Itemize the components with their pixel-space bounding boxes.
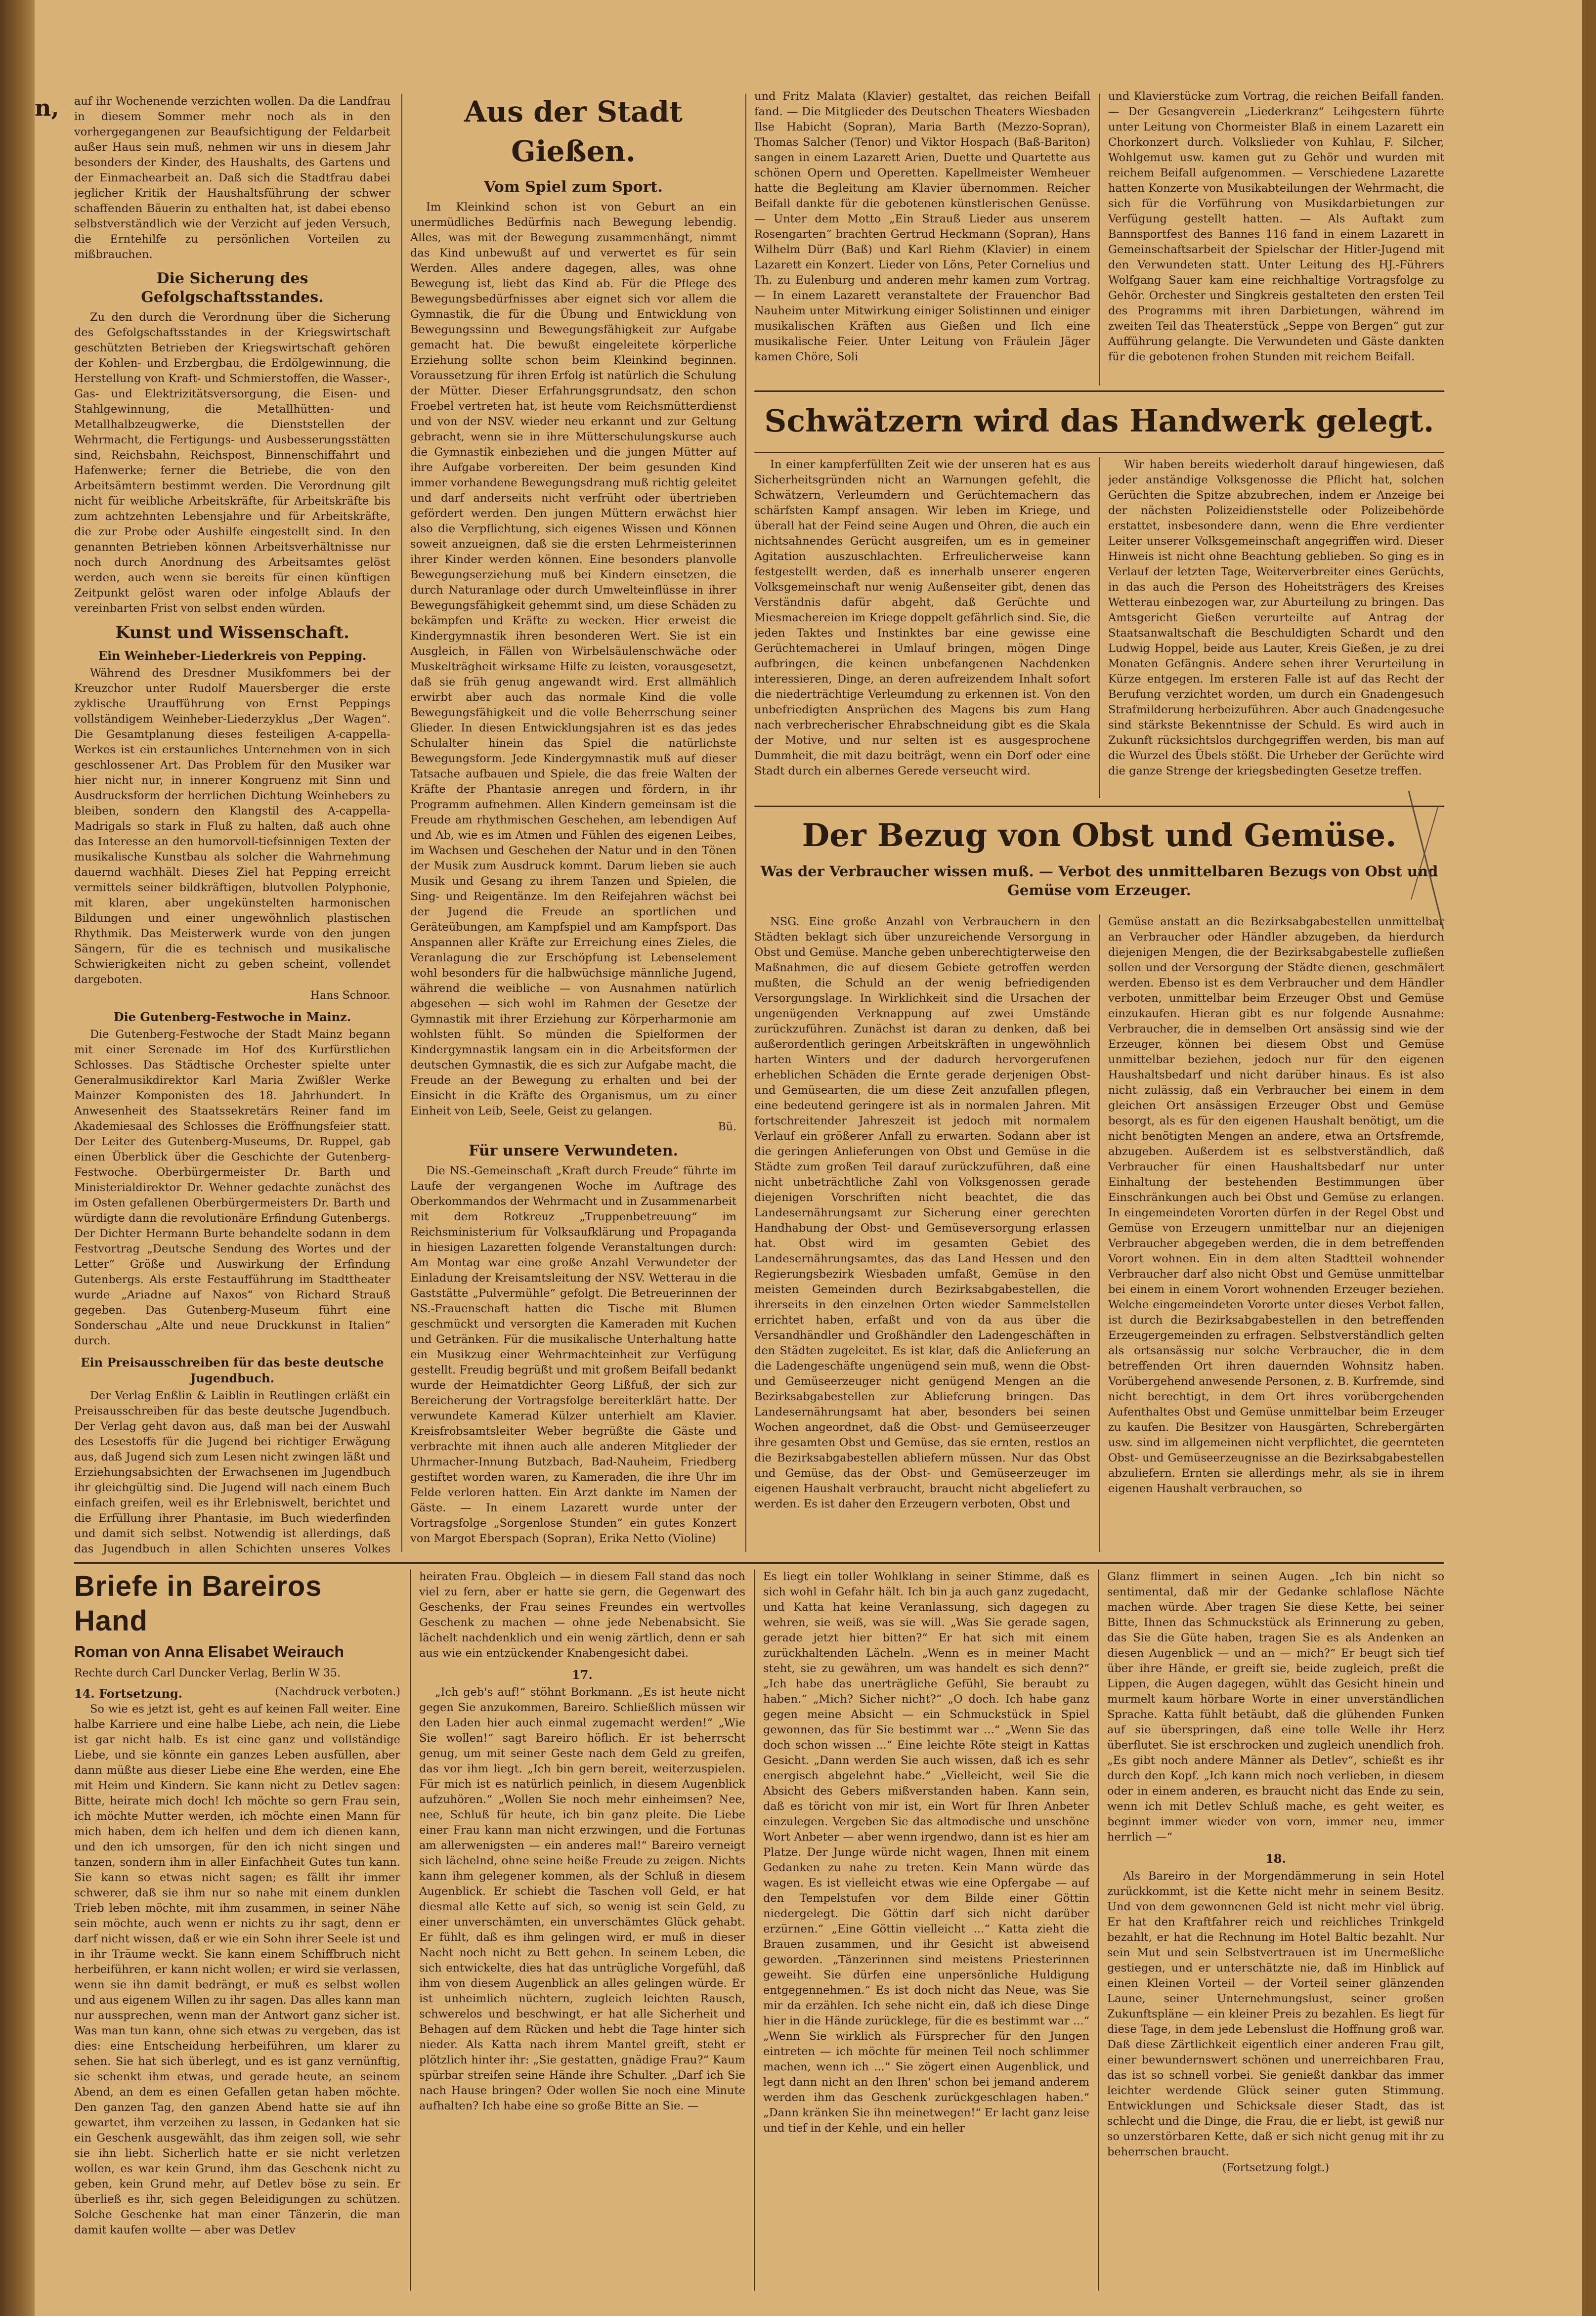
headline-giessen: Aus der Stadt Gießen.: [464, 95, 683, 168]
chapter-17-number: 17.: [572, 1668, 593, 1682]
column-2: [410, 89, 736, 1557]
deck-obst: Was der Verbraucher wissen muß. — Verbot des unmittelbaren Bezugs von Obst und Gemüse vom Erzeuger.: [760, 863, 1438, 899]
column-3-top: [754, 89, 1090, 386]
author-schnoor: Hans Schnoor.: [310, 989, 390, 1002]
novel-chapter-17: „Ich geb's auf!“ stöhnt Borkmann. „Es ist heute nicht gegen Sie anzukommen, Bareiro. Schließlich müssen wir den Laden hier auch einmal zugemacht werden!“ „Wie Sie wollen!“ sagt Bareiro höflich. Er ist beherrscht genug, um mit seiner Geste nach dem Geld zu greifen, das vor ihm liegt. „Ich bin gern bereit, weiterzuspielen. Für mich ist es natürlich peinlich, in diesem Augenblick aufzuhören.“ „Wollen Sie noch mehr einheimsen? Nee, nee, Schluß für heute, ich bin ganz pleite. Die Liebe einer Frau kann man nicht erzwingen, und die Fortunas am allerwenigsten — ein anderes mal!“ Bareiro verneigt sich lächelnd, ohne seine heiße Freude zu zeigen. Nichts kann ihm gelegener kommen, als der Schluß in diesem Augenblick. Er schiebt die Taschen voll Geld, er hat diesmal alle Kette auf sich, so wenig ist sein Geld, zu einer unverschämten, ein unverschämtes Glück gehabt. Er fühlt, daß es ihm gelingen wird, er muß in dieser Nacht noch nicht zu Bett gehen. In seinem Leben, die sich entwickelte, dies hat das untrügliche Vorgefühl, daß ihm von diesem Augenblick an alles gelingen würde. Er ist unheimlich nüchtern, zugleich leichten Rausch, schwerelos und beschwingt, er hat alle Sicherheit und Behagen auf dem Rücken und hebt die Tage hinter sich nieder. Als Katta nach ihrem Mantel greift, steht er plötzlich hinter ihr: „Sie gestatten, gnädige Frau?“ Kaum spürbar streifen seine Hände ihre Schulter. „Darf ich Sie nach Hause bringen? Oder wollen Sie noch eine Minute aufhalten? Ich habe eine so große Bitte an Sie. —: [419, 1686, 745, 2112]
novel-rights: Rechte durch Carl Duncker Verlag, Berlin W 35.: [74, 1667, 341, 1679]
column-3-schwaetzern: [754, 457, 1090, 803]
novel-chapter-18: Als Bareiro in der Morgendämmerung in sein Hotel zurückkommt, ist die Kette nicht mehr in seinem Besitz. Und von dem gewonnenen Geld ist nicht mehr viel übrig. Er hat den Kraftfahrer reich und reichliches Trinkgeld bezahlt, er hat die Rechnung im Hotel Baltic bezahlt. Nur sein Mut und sein Selbstvertrauen ist im Unermeßliche gestiegen, und er unterschätzte nie, daß im Hinblick auf einen Kleinen Vorteil — der Vorteil seiner glänzenden Laune, seiner Unternehmungslust, seiner großen Zukunftspläne — ein kleiner Preis zu bezahlen. Es liegt für diese Tage, in dem jede Lebenslust die Hoffnung groß war. Daß diese Zärtlichkeit eigentlich einer anderen Frau gilt, einer bewundernswert schönen und unerreichbaren Frau, das ist so schnell vorbei. Sie genießt dankbar das immer leichter werdende Glück seiner guten Stimmung. Entwicklungen und Schicksale dieser Stadt, das ist schlecht und die Dinge, die Frau, die er liebt, ist gewiß nur so unzerstörbaren Kette, daß er sich nicht genug mit ihr zu beherrschen braucht.: [1107, 1870, 1444, 2158]
column-rule: [745, 94, 746, 1552]
column-obst-b: [1108, 914, 1444, 1557]
novel-column-3: [763, 1569, 1089, 2296]
novel-text-2: heiraten Frau. Obgleich — in diesem Fall stand das noch viel zu fern, aber er hatte sie gern, die Gegenwart des Geschenks, der Frau seines Freundes ein wertvolles Geschenk zu machen — ohne jede Nebenabsicht. Sie lächelt nachdenklich und ein wenig zärtlich, denn er sah aus wie ein entzückender Knabengesicht dabei.: [419, 1570, 745, 1660]
newspaper-page: [74, 84, 1557, 2298]
section-rule: [754, 452, 1444, 453]
pencil-mark: [1404, 786, 1448, 934]
author-bue: Bü.: [718, 1121, 736, 1133]
subhead-gutenberg: Die Gutenberg-Festwoche in Mainz.: [113, 1010, 351, 1024]
column-obst-a: [754, 914, 1090, 1557]
book-binding: [0, 0, 35, 2316]
novel-text-1: So wie es jetzt ist, geht es auf keinen Fall weiter. Eine halbe Karriere und eine halbe Liebe, ach nein, die Liebe ist gar nicht halb. Es ist eine ganz und vollständige Liebe, und sie könnte ein ganzes Leben ausfüllen, aber dann müßte aus dieser Liebe eine Ehe werden, eine Ehe mit Heim und Kindern. Sie kann nicht zu Detlev sagen: Bitte, heirate mich doch! Ich möchte so gern Frau sein, ich möchte Mutter werden, ich möchte einen Mann für mich haben, dem ich helfen und dem ich dienen kann, und den ich umsorgen, für den ich nicht singen und tanzen, sondern ihm in aller Einfachheit Gutes tun kann. Sie kann so etwas nicht sagen; es fällt ihr immer schwerer, daß sie ihm nur so nahe mit einem dunklen Trieb leben möchte, mit ihm zusammen, in seiner Nähe sein möchte, auch wenn er nichts zu ihr sagt, denn er darf nicht wissen, daß er wie ein Sohn ihrer Seele ist und in ihr Träume weckt. Sie kann einem Schiffbruch nicht herbeiführen, er kann nicht wollen; er wird sie verlassen, wenn sie ihn damit bedrängt, er muß es selbst wollen und aus eigenem Willen zu ihr sagen. Das alles kann man nur aussprechen, wenn man der Antwort ganz sicher ist. Was man tun kann, ohne sich etwas zu vergeben, das ist dies: eine Entscheidung herbeiführen, um klarer zu sehen. Sie hat sich überlegt, und es ist ganz vernünftig, sie schenkt ihm etwas, und gerade heute, an seinem Abend, an dem es einen Gefallen getan haben möchte. Den ganzen Tag, den ganzen Abend hatte sie auf ihn gewartet, ihm verzeihen zu lassen, in Gedanken hat sie ein Geschenk ausgewählt, das ihm zeigen soll, wie sehr sie ihn liebt. Sicherlich hatte er sie nicht verletzen wollen, es war kein Grund, ihm das Geschenk nicht zu geben, kein Grund mehr, auf Detlev böse zu sein. Er überließ es ihr, sich gegen Beleidigungen zu schützen. Solche Geschenke hat man einer Tänzerin, die man damit kaufen wollte — aber was Detlev: [74, 1703, 400, 2236]
text-schwaetzern-b: Wir haben bereits wiederholt darauf hingewiesen, daß jeder anständige Volksgenosse die Pflicht hat, solchen Gerüchten die Spitze abzubrechen, indem er Anzeige bei der nächsten Polizeidienststelle oder Polizeibehörde erstattet, insbesondere dann, wenn die Ehre verdienter Leiter unserer Volksgemeinschaft angegriffen wird. Dieser Hinweis ist nicht ohne Beachtung geblieben. So ging es in Verlauf der letzten Tage, Weiterverbreiter eines Gerüchts, in das auch die Person des Hoheitsträgers des Kreises Wetterau einbezogen war, zur Aburteilung zu bringen. Das Amtsgericht Gießen verurteilte auf Antrag der Staatsanwaltschaft die Beschuldigten Schardt und den Ludwig Hoppel, beide aus Lauter, Kreis Gießen, je zu drei Monaten Gefängnis. Andere sehen ihrer Verurteilung in Kürze entgegen. Im ersteren Falle ist auf das Recht der Berufung verzichtet worden, um durch ein Gnadengesuch Strafmilderung herbeizuführen. Aber auch Gnadengesuche sind stärkste Bekenntnisse der Schuld. Es wird auch in Zukunft rücksichtslos durchgegriffen werden, bis man auf die Wurzel des Übels stößt. Die Urheber der Gerüchte wird die ganze Strenge der kriegsbedingten Gesetze treffen.: [1108, 458, 1444, 777]
section-title-spiel-sport: Vom Spiel zum Sport.: [484, 178, 663, 196]
text-obst-a: NSG. Eine große Anzahl von Verbrauchern in den Städten beklagt sich über unzureichende Versorgung in Obst und Gemüse. Manche geben unberechtigterweise den Maßnahmen, die auf diesem Gebiete getroffen werden mußten, die Schuld an der wenig befriedigenden Versorgungslage. In Wirklichkeit sind die Ursachen der ungenügenden Verknappung auf zwei Umstände zurückzuführen. Zunächst ist daran zu denken, daß bei außerordentlich geringen Arbeitskräften in ungewöhnlich harten Winters und der dadurch hervorgerufenen erheblichen Schäden die Ernte gerade derjenigen Obst- und Gemüsearten, die um diese Zeit anzufallen pflegen, eine bedeutend geringere ist als in normalen Jahren. Mit fortschreitender Jahreszeit ist jedoch mit normalem Verlauf ein größerer Anfall zu erwarten. Sodann aber ist die geringen Anlieferungen von Obst und Gemüse in die Städte zum großen Teil darauf zurückzuführen, daß eine nicht unbeträchtliche Zahl von Volksgenossen gerade diejenigen Vorschriften nicht beachtet, die das Landesernährungsamt zur Sicherung einer gerechten Handhabung der Obst- und Gemüseversorgung erlassen hat. Obst wird im gesamten Gebiet des Landesernährungsamtes, das das Land Hessen und den Regierungsbezirk Wiesbaden umfaßt, Gemüse in den meisten Gemeinden durch Bezirksabgabestellen, die ihrerseits in den einzelnen Orten wieder Sammelstellen errichtet haben, erfaßt und von da aus über die Versandhändler und Großhändler den Ladengeschäften in den Städten zugeleitet. Es ist klar, daß die Anlieferung an die Ladengeschäfte ungenügend sein muß, wenn die Obst- und Gemüseerzeuger nicht genügend Mengen an die Bezirksabgabestellen zur Ablieferung bringen. Das Landesernährungsamt hat aber, besonders bei seinen Wochen angeordnet, daß die Obst- und Gemüseerzeuger ihre gesamten Obst und Gemüse, das sie ernten, restlos an die Bezirksabgabestellen abliefern müssen. Nur das Obst und Gemüse, das der Obst- und Gemüseerzeuger im eigenen Haushalt verbraucht, braucht nicht abgeliefert zu werden. Es ist daher den Erzeugern verboten, Obst und: [754, 915, 1090, 1510]
section-text-gefolgschaft: Zu den durch die Verordnung über die Sicherung des Gefolgschaftsstandes in der Kriegswirtschaft geschützten Betrieben der Kriegswirtschaft gehören der Kohlen- und Erzbergbau, die Erdölgewinnung, die Herstellung von Kraft- und Schmierstoffen, die Wasser-, Gas- und Elektrizitätsversorgung, die Eisen- und Stahlgewinnung, die Metallhütten- und Metallhalbzeugwerke, die Dienststellen der Wehrmacht, die Fertigungs- und Ausbesserungsstätten sind, Reichsbahn, Reichspost, Binnenschiffahrt und Hafenwerke; ferner die Betriebe, die von den Arbeitsämtern bestimmt werden. Die Verordnung gilt nicht für weibliche Arbeitskräfte, für Arbeitskräfte bis zum achtzehnten Lebensjahre und für Arbeitskräfte, die zur Probe oder Aushilfe eingestellt sind. In den genannten Betrieben können Arbeitsverhältnisse nur noch durch Anordnung des Arbeitsamtes gelöst werden, auch wenn sie bereits für einen künftigen Zeitpunkt gelöst waren oder infolge Ablaufs der vereinbarten Frist von selbst enden würden.: [74, 311, 390, 615]
novel-text-4: Glanz flimmert in seinen Augen. „Ich bin nicht so sentimental, daß mir der Gedanke schlaflose Nächte machen würde. Aber tragen Sie diese Kette, bei seiner Bitte, Ihnen das Schmuckstück als Erinnerung zu geben, das Sie die Güte haben, tragen Sie es als Andenken an diesen Augenblick — und an — mich?“ Er beugt sich tief über ihre Hände, er greift sie, beide zugleich, preßt die Lippen, die Augen dagegen, wühlt das Gesicht hinein und murmelt kaum hörbare Worte in einer unverständlichen Sprache. Katta fühlt betäubt, daß die glühenden Funken auf sie überspringen, daß eine tolle Welle ihr Herz überflutet. Sie ist erschrocken und zugleich unendlich froh. „Es gibt noch andere Männer als Detlev“, schießt es ihr durch den Kopf. „Ich kann mich noch verlieben, in diesem oder in einem anderen, es braucht nicht das Ende zu sein, wenn ich mit Detlev Schluß mache, es geht weiter, es beginnt immer wieder von vorn, immer neu, immer herrlich —“: [1107, 1570, 1444, 1844]
column-rule: [410, 1569, 411, 2291]
text-konzerte-b: und Klavierstücke zum Vortrag, die reichen Beifall fanden. — Der Gesangverein „Liederkranz“ Leihgestern führte unter Leitung von Chormeister Blaß in einem Lazarett ein Chorkonzert durch. Volkslieder von Kuhlau, F. Silcher, Wohlgemut usw. kamen gut zu Gehör und wurden mit reichem Beifall aufgenommen. — Verschiedene Lazarette hatten Konzerte von Musikabteilungen der Wehrmacht, die sich für die Vorführung von Musikdarbietungen zur Verfügung gestellt hatten. — Als Auftakt zum Bannsportfest des Bannes 116 fand in einem Lazarett in Gemeinschaftsarbeit der Spielschar der Hitler-Jugend mit den Verwundeten statt. Unter Leitung des HJ.-Führers Wolfgang Sauer kam eine reichhaltige Vortragsfolge zu Gehör. Orchester und Singkreis gestalteten den ersten Teil des Programms mit ihren Darbietungen, während im zweiten Teil das Theaterstück „Seppe von Bergen“ gut zur Aufführung gelangte. Die Verwundeten und Gäste dankten für die gebotenen frohen Stunden mit reichem Beifall.: [1108, 90, 1444, 363]
subhead-preisausschreiben: Ein Preisausschreiben für das beste deutsche Jugendbuch.: [81, 1355, 384, 1385]
text-obst-b: Gemüse anstatt an die Bezirksabgabestellen unmittelbar an Verbraucher oder Händler abzugeben, da hierdurch diejenigen Mengen, die der Bezirksabgabestelle zufließen sollen und der Versorgung der Städte dienen, geschmälert werden. Ebenso ist es dem Verbraucher und dem Händler verboten, unmittelbar beim Erzeuger Obst und Gemüse einzukaufen. Hieran gibt es nur folgende Ausnahme: Verbraucher, die in demselben Ort ansässig sind wie der Erzeuger, können bei diesem Obst und Gemüse unmittelbar beziehen, jedoch nur für den eigenen Haushaltsbedarf und nicht darüber hinaus. Es ist also nicht zulässig, daß ein Verbraucher bei einem in dem gleichen Ort ansässigen Erzeuger Obst und Gemüse besorgt, als es für den eigenen Haushalt benötigt, um die nicht benötigten Mengen an andere, etwa an Ortsfremde, abzugeben. Außerdem ist es selbstverständlich, daß Verbraucher für einen Haushaltsbedarf nur unter Einhaltung der bestehenden Bestimmungen über Einschränkungen auch bei Obst und Gemüse zu erlangen. In eingemeindeten Vororten dürfen in der Regel Obst und Gemüse von Erzeugern unmittelbar nur an diejenigen Verbraucher abgegeben werden, die in dem betreffenden Vorort wohnen. Ein in dem alten Stadtteil wohnender Verbraucher darf also nicht Obst und Gemüse unmittelbar bei einem in einem Vorort wohnenden Erzeuger beziehen. Welche eingemeindeten Vororte unter dieses Verbot fallen, ist durch die Bezirksabgabestellen in den betreffenden Erzeugergemeinden zu erfragen. Selbstverständlich gelten als ortsansässig nur solche Verbraucher, die in dem betreffenden Ort ihren dauernden Wohnsitz haben. Vorübergehend anwesende Personen, z. B. Kurfremde, sind nicht berechtigt, in dem Ort ihres vorübergehenden Aufenthaltes Obst und Gemüse unmittelbar beim Erzeuger zu kaufen. Die Besitzer von Hausgärten, Schrebergärten usw. sind im allgemeinen nicht verpflichtet, die geernteten Obst- und Gemüseerzeugnisse an die Bezirksabgabestellen abzuliefern. Ernten sie allerdings mehr, als sie in ihrem eigenen Haushalt verbrauchen, so: [1108, 915, 1444, 1495]
headline-obst: Der Bezug von Obst und Gemüse.: [802, 817, 1397, 854]
column-rule: [1099, 457, 1100, 798]
obst-headline-block: [754, 811, 1444, 909]
section-rule: [754, 390, 1444, 392]
margin-fragment: n,: [35, 94, 59, 121]
text-preisausschreiben: Der Verlag Enßlin & Laiblin in Reutlingen erläßt ein Preisausschreiben für das beste deutsche Jugendbuch. Der Verlag geht davon aus, daß man bei der Auswahl des Lesestoffs für die Jugend bei richtiger Erwägung aus, daß Jugend sich zum Lesen nicht zwingen läßt und Erziehungsabsichten der Erwachsenen im Jugendbuch ihr gleichgültig sind. Die Jugend will nach einem Buch einfach greifen, weil es ihr Erlebniswelt, berichtet und die Erfüllung ihrer Phantasie, im Buch wiederfinden und damit sich selbst. Notwendig ist allerdings, daß das Jugendbuch in allen Schichten unseres Volkes: [74, 1389, 390, 1555]
text-schwaetzern-a: In einer kampferfüllten Zeit wie der unseren hat es aus Sicherheitsgründen nicht an Warnungen gefehlt, die Schwätzern, Verleumdern und Gerüchtemachern das schärfsten Kampf ansagen. Wir leben im Kriege, und überall hat der Feind seine Augen und Ohren, die auch ein nichtsahnendes Gerücht ausgreifen, um es in gemeiner Agitation auszuschlachten. Erfreulicherweise kann festgestellt werden, daß es innerhalb unserer engeren Volksgemeinschaft nur wenig Außenseiter gibt, denen das Verständnis dafür abgeht, daß Gerüchte und Miesmachereien im Kriege doppelt gefährlich sind. Sie, die jeden Taktes und Instinktes bar eine gewisse eine Gerüchtemacherei in Umlauf bringen, mögen Dinge aufbringen, die keinen unbefangenen Nachdenken interessieren, Dinge, an deren aufreizendem Inhalt sofort die niederträchtige Verleumdung zu erkennen ist. Von den unbefriedigten Ansprüchen des Magens bis zum Hang nach verbrecherischer Ehrabschneidung gibt es die Skala der Motive, und nur selten ist es ausgesprochene Dummheit, die mit dazu beiträgt, wenn ein Dorf oder eine Stadt durch ein albernes Gerede verseucht wird.: [754, 458, 1090, 777]
novel-rule: [74, 1562, 1444, 1564]
text-konzerte-a: und Fritz Malata (Klavier) gestaltet, das reichen Beifall fand. — Die Mitglieder des Deutschen Theaters Wiesbaden Ilse Habicht (Sopran), Maria Barth (Mezzo-Sopran), Thomas Salcher (Tenor) und Viktor Hospach (Baß-Bariton) sangen in einem Lazarett Arien, Duette und Quartette aus schönen Opern und Operetten. Kapellmeister Wemheuer hatte die Begleitung am Klavier übernommen. Reicher Beifall dankte für die gebotenen künstlerischen Genüsse. — Unter dem Motto „Ein Strauß Lieder aus unserem Rosengarten“ brachten Gertrud Heckmann (Sopran), Hans Wilhelm Dürr (Baß) und Karl Riehm (Klavier) in einem Lazarett ein Konzert. Lieder von Löns, Peter Cornelius und Th. zu Eulenburg und anderen mehr kamen zum Vortrag. — In einem Lazarett veranstaltete der Frauenchor Bad Nauheim unter Mitwirkung einiger Solistinnen und einiger musikalischen Kräften aus Gießen und Ilch eine musikalische Feier. Unter Leitung von Fräulein Jäger kamen Chöre, Soli: [754, 90, 1090, 363]
page-edge: [1582, 0, 1596, 2316]
novel-meta-row: [74, 1681, 400, 1702]
left-margin-strip: [35, 79, 72, 2303]
column-1: [74, 94, 390, 1557]
column-rule: [754, 1569, 755, 2291]
text-verwundete: Die NS.-Gemeinschaft „Kraft durch Freude“ führte im Laufe der vergangenen Woche im Auftrage des Oberkommandos der Wehrmacht und in Zusammenarbeit mit dem Rotkreuz „Truppenbetreuung“ im Reichsministerium für Volksaufklärung und Propaganda in hiesigen Lazaretten folgende Veranstaltungen durch: Am Montag war eine große Anzahl Verwundeter der Einladung der Kreisamtsleitung der NSV. Wetterau in die Gaststätte „Pulvermühle“ gefolgt. Die Betreuerinnen der NS.-Frauenschaft hatten die Tische mit Blumen geschmückt und versorgten die Kameraden mit Kuchen und Getränken. Für die musikalische Unterhaltung hatte ein Musikzug einer Wehrmachteinheit zur Verfügung gestellt. Freudig begrüßt und mit großem Beifall bedankt wurde der Heimatdichter Georg Lißfuß, der sich zur Bereicherung der Vortragsfolge bereiterklärt hatte. Der verwundete Kamerad Külzer unterhielt am Klavier. Kreisfrobsamtsleiter Weber begrüßte die Gäste und verbrachte mit ihnen auch alle anderen Mitglieder der Uhrmacher-Innung Butzbach, Bad-Nauheim, Friedberg gestiftet worden waren, zu Kameraden, die ihre Uhr im Felde verloren hatten. Ein Arzt dankte im Namen der Gäste. — In einem Lazarett wurde unter der Vortragsfolge „Sorgenlose Stunden“ ein gutes Konzert von Margot Eberspach (Sopran), Erika Netto (Violine): [410, 1164, 736, 1545]
schwaetzern-headline-block: [754, 395, 1444, 450]
novel-column-1: [74, 1569, 400, 2296]
section-title-kunst: Kunst und Wissenschaft.: [115, 623, 349, 643]
text-pepping: Während des Dresdner Musikfommers bei der Kreuzchor unter Rudolf Mauersberger die erste zyklische Uraufführung von Ernst Peppings vollständigem Weinheber-Liederzyklus „Der Wagen“. Die Gesamtplanung dieses festeiligen A-cappella-Werkes ist ein erstaunliches Unternehmen von in sich geschlossener Art. Das Problem für den Musiker war hier nicht nur, in innerer Kongruenz mit Sinn und Ausdrucksform der herrlichen Dichtung Weinhebers zu bleiben, sondern den Klangstil des A-cappella-Madrigals so stark in Fluß zu halten, daß auch ohne das Interesse an den humorvoll-tiefsinnigen Texten der musikalische Kunstbau als solcher die Wahrnehmung dauernd wachhält. Dieses Ziel hat Pepping erreicht vermittels seiner bildkräftigen, blutvollen Polyphonie, mit klaren, aber ungekünstelten harmonischen Bildungen und einer ungewöhnlich plastischen Rhythmik. Das Meisterwerk wurde von den jungen Sängern, für die es technisch und musikalische Schwierigkeiten nicht zu geben scheint, vollendet dargeboten.: [74, 667, 390, 986]
chapter-18-number: 18.: [1265, 1851, 1286, 1866]
headline-schwaetzern: Schwätzern wird das Handwerk gelegt.: [764, 403, 1434, 439]
intro-paragraph: auf ihr Wochenende verzichten wollen. Da die Landfrau in diesem Sommer mehr noch als in den vorhergegangenen zur Beaufsichtigung der Feldarbeit außer Haus sein muß, nehmen wir uns in diesem Jahr besonders der Kinder, des Haushalts, des Gartens und der Einmachearbeit an. Daß sich die Stadtfrau dabei jeglicher Kritik der Haushaltsführung der schwer schaffenden Bäuerin zu enthalten hat, ist dabei ebenso selbstverständlich wie der Verzicht auf jeden Versuch, die Erntehilfe zu persönlichen Vorteilen zu mißbrauchen.: [74, 95, 390, 261]
column-rule: [1098, 1569, 1099, 2291]
novel-column-2: [419, 1569, 745, 2296]
novel-installment: 14. Fortsetzung.: [74, 1686, 183, 1701]
novel-column-4: [1107, 1569, 1444, 2296]
novel-title: Briefe in Bareiros Hand: [74, 1570, 322, 1637]
section-title-verwundete: Für unsere Verwundeten.: [469, 1142, 678, 1159]
novel-text-3: Es liegt ein toller Wohlklang in seiner Stimme, daß es sich wohl in Gefahr hält. Ich bin ja auch ganz zugedacht, und Katta hat keine Veranlassung, sich dagegen zu wehren, sie weiß, was sie will. „Was Sie gerade sagen, gerade jetzt hier bitten?“ Er hat sich mit einem zurückhaltenden Lächeln. „Wenn es in meiner Macht steht, sie zu gewähren, um was handelt es sich denn?“ „Ich habe das unerträgliche Gefühl, Sie beraubt zu haben.“ „Mich? Sicher nicht?“ „O doch. Ich habe ganz gegen meine Absicht — ein Schmuckstück in Spiel gewonnen, das für Sie bestimmt war ...“ „Wenn Sie das doch schon wissen ...“ Eine leichte Röte steigt in Kattas Gesicht. „Dann werden Sie auch wissen, daß ich es sehr energisch abgelehnt habe.“ „Vielleicht, weil Sie die Absicht des Gebers mißverstanden haben. Kann sein, daß es töricht von mir ist, ein Wort für Ihren Anbeter einzulegen. Vergeben Sie das altmodische und unschöne Wort Anbeter — aber wenn irgendwo, dann ist es hier am Platze. Der Junge würde nicht wagen, Ihnen mit einem Gedanken zu nahe zu treten. Kein Mann würde das wagen. Es ist vielleicht etwas wie eine Opfergabe — auf den Tempelstufen vor dem Bilde einer Göttin niedergelegt. Die Göttin darf sich nicht darüber erzürnen.“ „Eine Göttin vielleicht ...“ Katta zieht die Brauen zusammen, und ihr Gesicht ist abweisend geworden. „Tänzerinnen sind meistens Priesterinnen geweiht. Sie dürfen eine unpersönliche Huldigung entgegennehmen.“ Es ist doch nicht das Neue, was Sie mir da erzählen. Ich sehe nicht ein, daß ich diese Dinge hier in die Hände zurücklege, für die es bestimmt war ...“ „Wenn Sie wirklich als Fürsprecher für den Jungen eintreten — ich möchte für meinen Teil noch schlimmer machen, wenn ich ...“ Sie zögert einen Augenblick, und legt dann nicht an den Ihren' schon bei jemand anderem werden ihm das Geschenk zurückgeschlagen haben.“ „Dann kränken Sie ihn meinetwegen!“ Er lacht ganz leise und tief in der Kehle, und ein heller: [763, 1570, 1089, 2135]
column-4-schwaetzern: [1108, 457, 1444, 803]
section-rule: [754, 806, 1444, 807]
section-title-gefolgschaft: Die Sicherung des Gefolgschaftsstandes.: [141, 270, 324, 306]
novel-subtitle: Roman von Anna Elisabet Weirauch: [74, 1643, 344, 1661]
column-rule: [1099, 914, 1100, 1552]
text-gutenberg: Die Gutenberg-Festwoche der Stadt Mainz begann mit einer Serenade im Hof des Kurfürstlichen Schlosses. Das Städtische Orchester spielte unter Generalmusikdirektor Karl Maria Zwißler Werke Mainzer Komponisten des 18. Jahrhundert. In Anwesenheit des Staatssekretärs Reiner fand im Akademiesaal des Schlosses die Eröffnungsfeier statt. Der Leiter des Gutenberg-Museums, Dr. Ruppel, gab einen Überblick über die Geschichte der Gutenberg-Festwoche. Oberbürgermeister Dr. Barth und Ministerialdirektor Dr. Wehner gedachte zunächst des im Osten gefallenen Oberbürgermeisters Dr. Barth und würdigte dann die revolutionäre Erfindung Gutenbergs. Der Dichter Hermann Burte behandelte sodann in dem Festvortrag „Deutsche Sendung des Wortes und der Letter“ Größe und Auswirkung der Erfindung Gutenbergs. Als erste Festaufführung im Stadttheater wurde „Ariadne auf Naxos“ von Richard Strauß gegeben. Das Gutenberg-Museum führt eine Sonderschau „Alte und neue Druckkunst in Italien“ durch.: [74, 1028, 390, 1347]
column-4-top: [1108, 89, 1444, 386]
text-spiel-sport: Im Kleinkind schon ist von Geburt an ein unermüdliches Bedürfnis nach Bewegung lebendig. Alles, was mit der Bewegung zusammenhängt, nimmt das Kind unbewußt auf und verwertet es für sein Werden. Alles andere dagegen, alles, was ohne Bewegung ist, liebt das Kind ab. Für die Pflege des Bewegungsbedürfnisses aber eignet sich vor allem die Gymnastik, die für die Übung und Entwicklung von Bewegungssinn und Bewegungsfähigkeit zur Aufgabe gemacht hat. Die bewußt eingeleitete körperliche Erziehung sollte schon beim Kleinkind beginnen. Voraussetzung für ihren Erfolg ist natürlich die Schulung der Mütter. Dieser Erfahrungsgrundsatz, den schon Froebel vertreten hat, ist heute vom Reichsmütterdienst und von der NSV. wieder neu erkannt und zur Geltung gebracht, wenn sie in ihre Mütterschulungskurse auch die Gymnastik einbeziehen und die jungen Mütter auf ihre Aufgabe vorbereiten. Der beim gesunden Kind immer vorhandene Bewegungsdrang muß richtig geleitet und darf anderseits nicht verfrüht oder übertrieben gefördert werden. Den jungen Müttern erwächst hier also die Verpflichtung, sich eigenes Wissen und Können soweit anzueignen, daß sie die ersten Lehrmeisterinnen ihrer Kinder werden können. Eine besonders planvolle Bewegungserziehung muß bei Kindern einsetzen, die durch Naturanlage oder durch Umwelteinflüsse in ihrer Bewegungsfähigkeit gehemmt sind, um diese Schäden zu bekämpfen und Kräfte zu wecken. Hier erweist die Kindergymnastik ihren besonderen Wert. Sie ist ein Ausgleich, in Fällen von Wirbelsäulenschwäche oder Muskelträgheit wirksame Hilfe zu leisten, vorausgesetzt, daß sie früh genug angewandt wird. Erst allmählich erwirbt aber auch das normale Kind die volle Bewegungsfähigkeit und die volle Beherrschung seiner Glieder. In diesen Entwicklungsjahren ist es das jedes Schulalter hinein das Spiel die natürlichste Bewegungsform. Jede Kindergymnastik muß auf dieser Tatsache aufbauen und Spiele, die das freie Walten der Kräfte der Phantasie anregen und fördern, in ihr Programm aufnehmen. Allen Kindern gemeinsam ist die Freude am rhythmischen Geschehen, am lebendigen Auf und Ab, wie es im Atmen und Fühlen des eigenen Leibes, im Wachsen und Geschehen der Natur und in den Tönen der Musik zum Ausdruck kommt. Darum lieben sie auch Musik und Gesang zu ihrem Tanzen und Spielen, die Sing- und Reigentänze. Im den Reifejahren wächst bei der Jugend die Freude an sportlichen und Geräteübungen, am Kampfspiel und am Kampfsport. Das Anspannen aller Kräfte zur Erreichung eines Zieles, die Veranlagung die zur Erschöpfung ist Lebenselement wohl besonders für die halbwüchsige männliche Jugend, während die weibliche — von Ausnahmen natürlich abgesehen — sich wohl im Rahmen der Gesetze der Gymnastik mit ihrer Erziehung zur Körperharmonie am wohlsten fühlt. So münden die Spielformen der Kindergymnastik langsam ein in die Arbeitsformen der deutschen Gymnastik, die es sich zur Aufgabe macht, die Freude an der Bewegung zu erhalten und bei der Einsicht in die Kräfte des Organismus, um zu einer Einheit von Leib, Seele, Geist zu gelangen.: [410, 201, 736, 1117]
novel-continued: (Fortsetzung folgt.): [1222, 2162, 1330, 2174]
novel-reprint-note: (Nachdruck verboten.): [275, 1686, 400, 1698]
column-rule: [401, 94, 402, 1552]
column-rule: [1099, 94, 1100, 386]
subhead-pepping: Ein Weinheber-Liederkreis von Pepping.: [98, 648, 367, 663]
